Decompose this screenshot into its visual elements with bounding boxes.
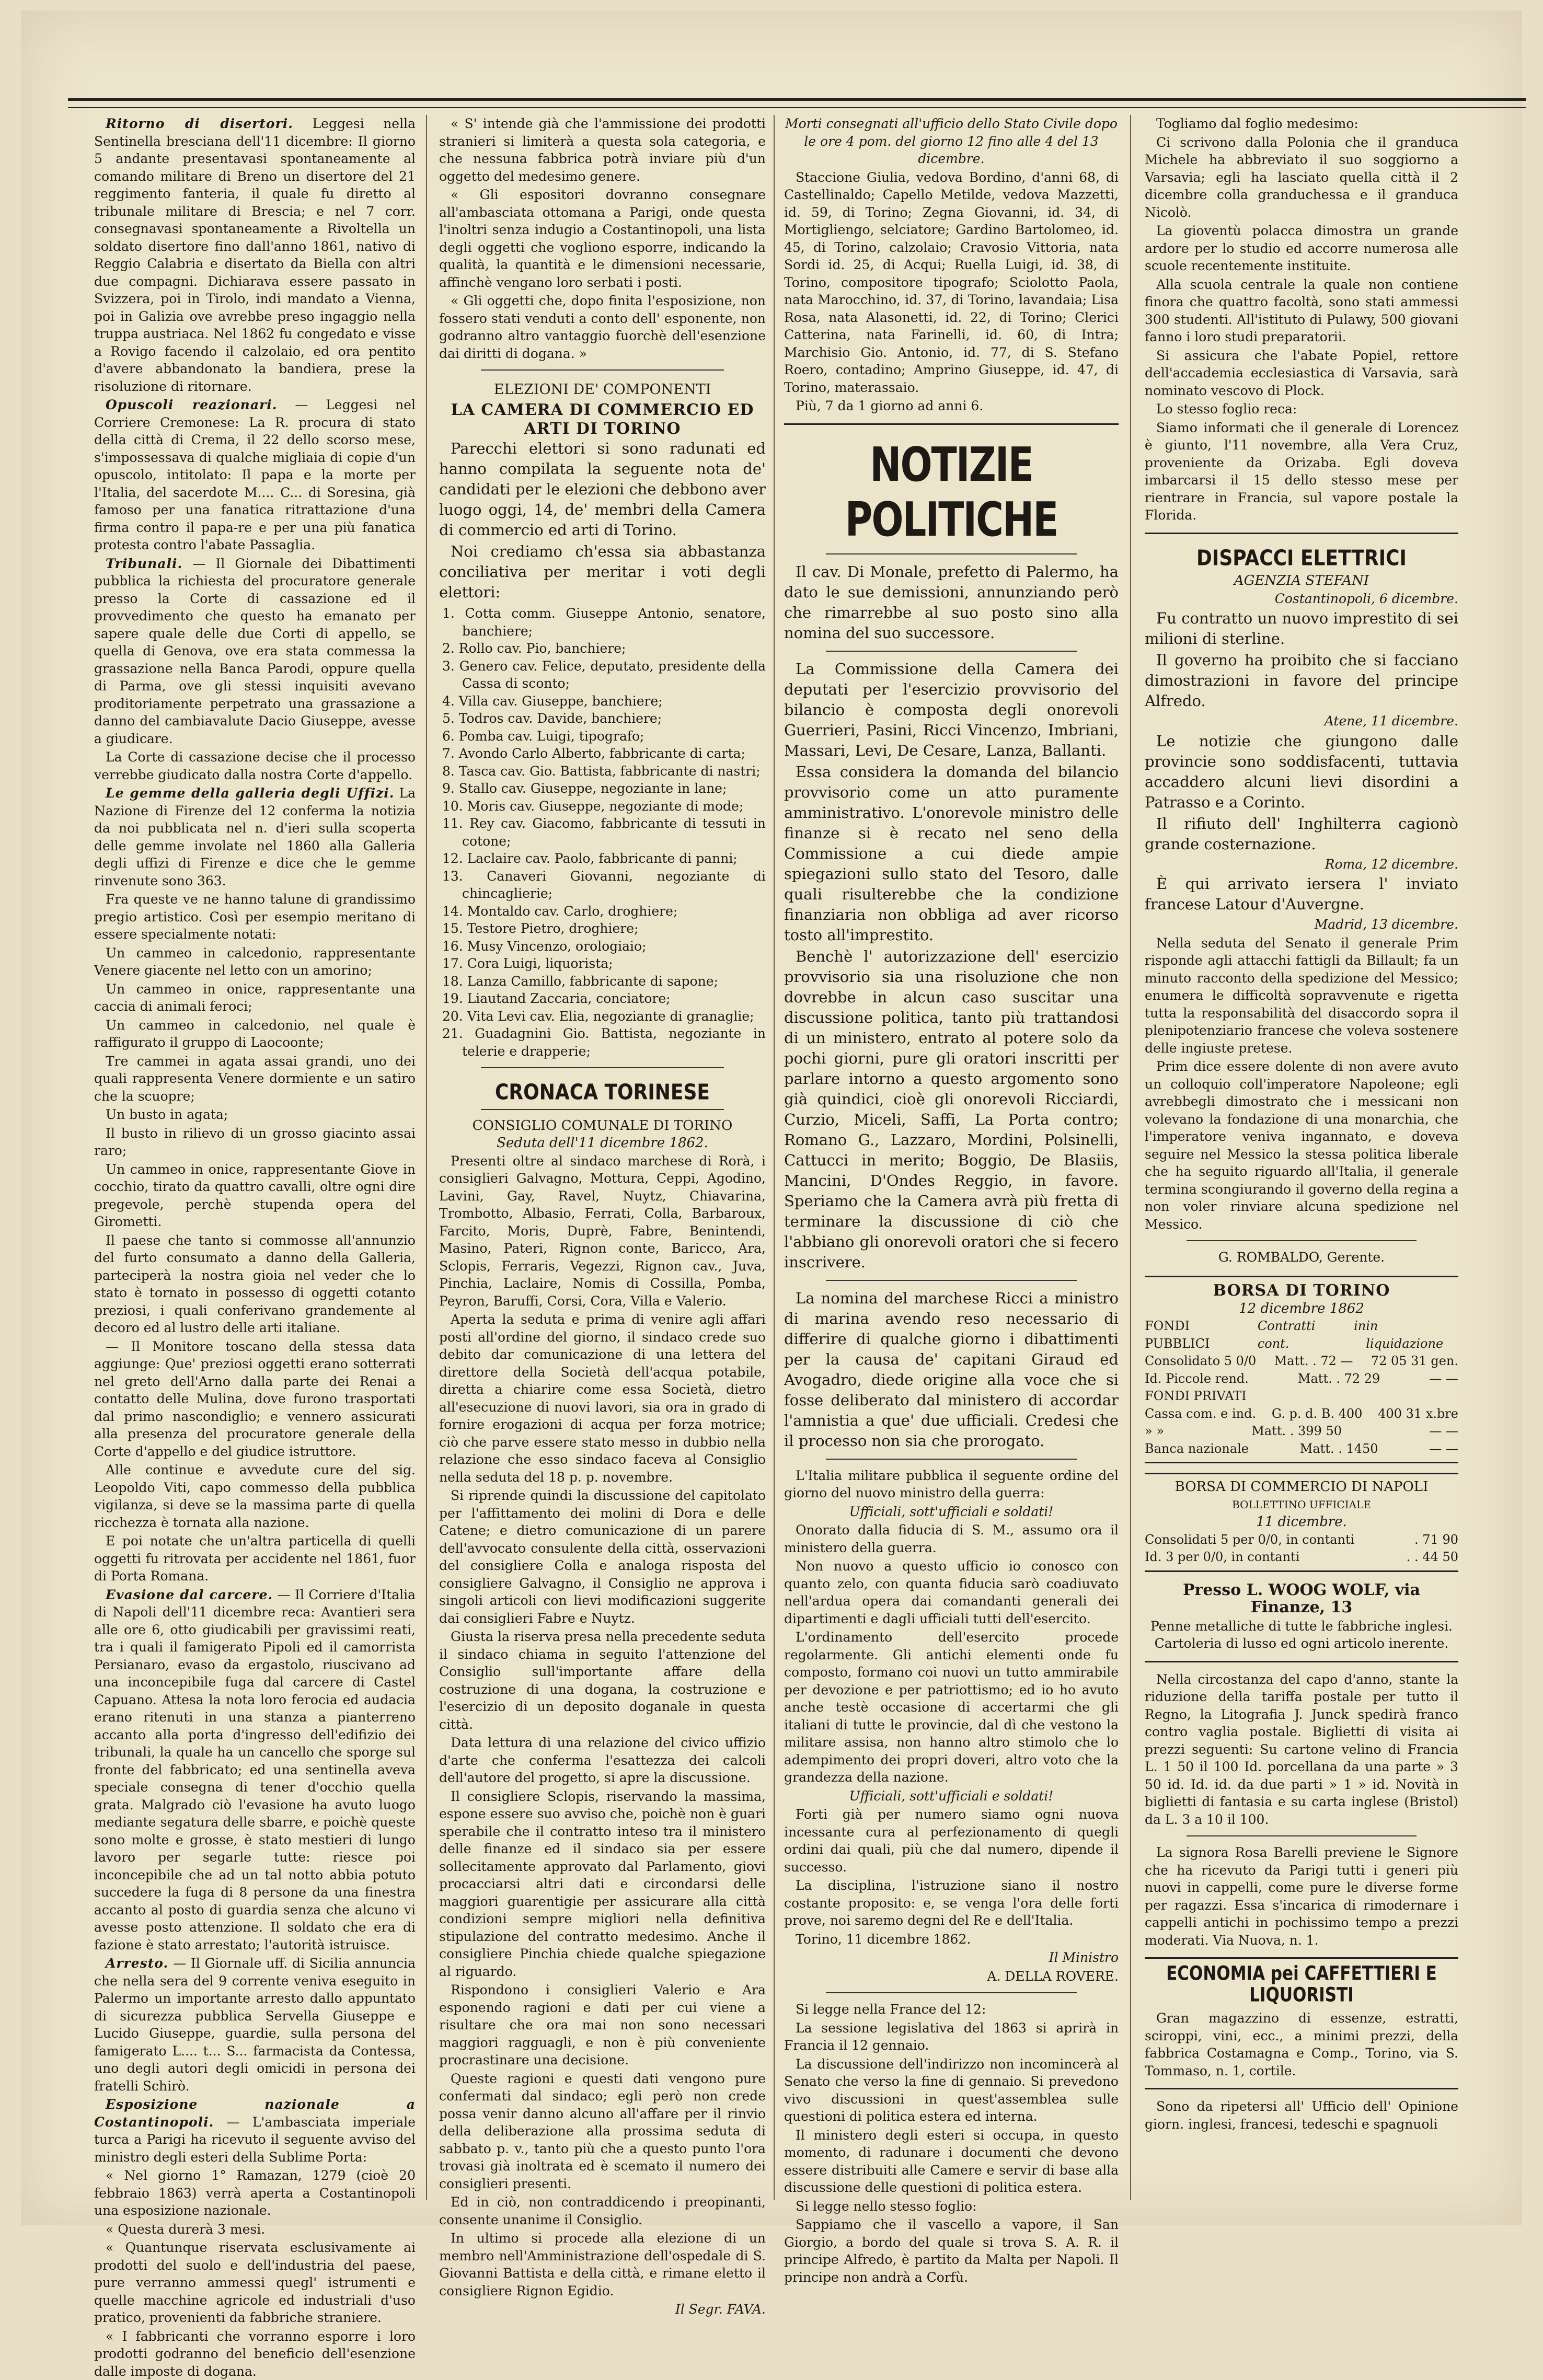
divider bbox=[481, 1109, 724, 1110]
ad-text: Nella circostanza del capo d'anno, stante la riduzione della tariffa postale per tutto il Regno, la Litografia J. Junck spedirà franco contro vaglia postale. Biglietti di visita ai prezzi seguenti: Su cartone velino di Francia L. 1 50 il 100 Id. porcellana da una parte » 3 50 id. Id. id. da due parti » 1 » id. Novità in biglietti di fantasia e su carta inglese (Bristol) da L. 3 a 10 il 100. bbox=[1145, 1671, 1458, 1829]
paragraph: La Corte di cassazione decise che il processo verrebbe giudicato dalla nostra Corte d'appello. bbox=[94, 748, 416, 783]
paragraph: Alla scuola centrale la quale non contiene finora che quattro facoltà, sono stati ammessi 300 studenti. All'istituto di Pulawy, 500 giovani fanno i loro studi preparatorii. bbox=[1145, 276, 1458, 346]
subheading: CONSIGLIO COMUNALE DI TORINO bbox=[439, 1117, 766, 1135]
section-heading: BORSA DI TORINO bbox=[1145, 1281, 1458, 1300]
list-item: 4. Villa cav. Giuseppe, banchiere; bbox=[439, 692, 766, 710]
ad-text: Gran magazzino di essenze, estratti, sciroppi, vini, ecc., a minimi prezzi, della fabbrica Costamagna e Comp., Torino, via S. Tommaso, n. 1, cortile. bbox=[1145, 2009, 1458, 2079]
article-arresto: Arresto. — Il Giornale uff. di Sicilia annuncia che nella sera del 9 corrente veniva eseguito in Palermo un importante arresto dallo appuntato di sicurezza pubblica Servella Giuseppe e Lucido Giuseppe, guardie, sulla persona del famigerato L.... t... S... farmacista da Contessa, uno degli autori degli omicidi in persona dei fratelli Schirò. bbox=[94, 1955, 416, 2095]
signature: Il Ministro bbox=[784, 1949, 1119, 1967]
list-item: 15. Testore Pietro, droghiere; bbox=[439, 920, 766, 938]
list-item: 9. Stallo cav. Giuseppe, negoziante in lane; bbox=[439, 780, 766, 798]
list-item: 3. Genero cav. Felice, deputato, presidente della Cassa di sconto; bbox=[439, 657, 766, 692]
column-4 bbox=[1145, 115, 1458, 2200]
paragraph: Fra queste ve ne hanno talune di grandissimo pregio artistico. Così per esempio meritano di essere specialmente notati: bbox=[94, 891, 416, 943]
section-heading: BORSA DI COMMERCIO DI NAPOLI bbox=[1145, 1478, 1458, 1496]
paragraph: Il ministero degli esteri si occupa, in questo momento, di radunare i documenti che devono essere distribuiti alle Camere e servir di base alla discussione delle questioni di politica estera. bbox=[784, 2127, 1119, 2197]
paragraph: L'ordinamento dell'esercito procede regolarmente. Gli antichi elementi onde fu composto, formano coi nuovi un tutto ammirabile per devozione e per patriottismo; ed io ho avuto anche testè occasione di accertarmi che gli italiani di tutte le provincie, dal dì che vestono la militare assisa, non hanno altro stimolo che lo adempimento dei propri doveri, altro voto che la grandezza della nazione. bbox=[784, 1628, 1119, 1786]
paragraph: Lo stesso foglio reca: bbox=[1145, 400, 1458, 418]
paragraph: Il cav. Di Monale, prefetto di Palermo, ha dato le sue demissioni, annunziando però che rimarrebbe al suo posto sino alla nomina del suo successore. bbox=[784, 562, 1119, 643]
article-tribunali: Tribunali. — Il Giornale dei Dibattimenti pubblica la richiesta del procuratore generale presso la Corte di cassazione ed il provvedimento che questo ha emanato per sapere quale delle due Corti di appello, se quella di Genova, ove era stata commessa la grassazione nella Banca Parodi, oppure quella di Parma, ove gli stessi inquisiti avevano proditoriamente perpetrato una grassazione a danno del cambiavalute Dacio Giuseppe, avesse a giudicare. bbox=[94, 555, 416, 748]
paragraph: La gioventù polacca dimostra un grande ardore per lo studio ed accorre numerosa alle scuole recentemente instituite. bbox=[1145, 222, 1458, 275]
paragraph: Forti già per numero siamo ogni nuova incessante cura al perfezionamento di quegli ordini dai quali, più che dal numero, dipende il successo. bbox=[784, 1806, 1119, 1876]
article-gemme: Le gemme della galleria degli Uffizi. La Nazione di Firenze del 12 conferma la notizia da noi pubblicata nel n. d'ieri sulla scoperta delle gemme involate nel 1860 alla Galleria degli uffizi di Firenze e dice che le gemme rinvenute sono 363. bbox=[94, 784, 416, 889]
paragraph: Si assicura che l'abate Popiel, rettore dell'accademia ecclesiastica di Varsavia, sarà nominato vescovo di Plock. bbox=[1145, 347, 1458, 400]
list-item: 17. Cora Luigi, liquorista; bbox=[439, 955, 766, 973]
paragraph: Onorato dalla fiducia di S. M., assumo ora il ministero della guerra. bbox=[784, 1521, 1119, 1556]
paragraph: La sessione legislativa del 1863 si aprirà in Francia il 12 gennaio. bbox=[784, 2019, 1119, 2054]
divider bbox=[1145, 1661, 1458, 1662]
article-esposizione: Esposizione nazionale a Costantinopoli. — L'ambasciata imperiale turca a Parigi ha ricevuto il seguente avviso del ministro degli esteri della Sublime Porta: bbox=[94, 2096, 416, 2166]
paragraph: Ed in ciò, non contraddicendo i preopinanti, consente unanime il Consiglio. bbox=[439, 2193, 766, 2228]
subheading: 12 dicembre 1862 bbox=[1145, 1300, 1458, 1318]
divider bbox=[481, 1067, 724, 1068]
paragraph: Si riprende quindi la discussione del capitolato per l'affittamento dei molini di Dora e delle Catene; e dietro comunicazione di un parere dell'avvocato consulente della città, osservazioni del consigliere Colla e analoga risposta del consigliere Galvagno, il Consiglio ne approva i singoli articoli con lievi modificazioni suggerite dai consiglieri Fabre e Nuytz. bbox=[439, 1487, 766, 1627]
paragraph: L'Italia militare pubblica il seguente ordine del giorno del nuovo ministro della guerra: bbox=[784, 1467, 1119, 1502]
paragraph: — Il Monitore toscano della stessa data aggiunge: Que' preziosi oggetti erano sotterrati nel greto dell'Arno dalla parte dei Renai a contatto delle Mulina, dove furono trasportati dal primo nascondiglio; e vennero assicurati alla presenza del procuratore generale della Corte d'appello e del giudice istruttore. bbox=[94, 1338, 416, 1461]
divider bbox=[1187, 1240, 1417, 1241]
candidate-list bbox=[439, 605, 766, 1060]
list-item: Un busto in agata; bbox=[94, 1106, 416, 1124]
list-item: Il busto in rilievo di un grosso giacinto assai raro; bbox=[94, 1125, 416, 1160]
ad-title: Presso L. WOOG WOLF, via Finanze, 13 bbox=[1145, 1581, 1458, 1616]
paragraph: Nella seduta del Senato il generale Prim risponde agli attacchi fattigli da Billault; fa un minuto racconto della spedizione del Messico; enumera le difficoltà sopravvenute e rigetta tutta la responsabilità del disaccordo sopra il plenipotenziario francese che voleva sostenere delle ingiuste pretese. bbox=[1145, 934, 1458, 1057]
paragraph: Staccione Giulia, vedova Bordino, d'anni 68, di Castellinaldo; Capello Metilde, vedova Mazzetti, id. 59, di Torino; Zegna Giovanni, id. 34, di Mortigliengo, selciatore; Gardino Bartolomeo, id. 45, di Torino, calzolaio; Cravosio Vittoria, nata Sordi id. 25, di Acqui; Ruella Luigi, id. 38, di Torino, compositore tipografo; Sciolotto Paola, nata Marocchino, id. 37, di Torino, lavandaia; Lisa Rosa, nata Alasonetti, id. 22, di Torino; Clerici Catterina, nata Farinelli, id. 60, di Intra; Marchisio Gio. Antonio, id. 77, di S. Stefano Roero, contadino; Amprino Giuseppe, id. 47, di Torino, materassaio. bbox=[784, 169, 1119, 397]
subheading: Seduta dell'11 dicembre 1862. bbox=[439, 1135, 766, 1152]
table-row: Consolidato 5 0/0 Matt. . 72 — 72 05 31 gen. bbox=[1145, 1353, 1458, 1370]
table-row: Id. Piccole rend. Matt. . 72 29 — — bbox=[1145, 1370, 1458, 1388]
section-heading: CRONACA TORINESE bbox=[439, 1082, 766, 1103]
paragraph: La discussione dell'indirizzo non incomincerà al Senato che verso la fine di gennaio. Si prevedono vivo discussioni in quest'assemblea sulle questioni di politica estera ed interna. bbox=[784, 2055, 1119, 2125]
list-item: Un cammeo in calcedonio, rappresentante Venere giacente nel letto con un amorino; bbox=[94, 944, 416, 979]
paragraph: Parecchi elettori si sono radunati ed hanno compilata la seguente nota de' candidati per le elezioni che debbono aver luogo oggi, 14, de' membri della Camera di commercio ed arti di Torino. bbox=[439, 438, 766, 540]
ad-text: Penne metalliche di tutte le fabbriche inglesi. Cartoleria di lusso ed ogni articolo inerente. bbox=[1145, 1618, 1458, 1653]
newspaper-page bbox=[21, 10, 1522, 2225]
paragraph: Le notizie che giungono dalle provincie sono soddisfacenti, tuttavia accaddero alcuni lievi disordini a Patrasso e a Corinto. bbox=[1145, 731, 1458, 813]
borsa-torino bbox=[1145, 1276, 1458, 1464]
column-divider bbox=[426, 115, 427, 2200]
paragraph: Il governo ha proibito che si facciano dimostrazioni in favore del principe Alfredo. bbox=[1145, 650, 1458, 711]
column-divider bbox=[774, 115, 775, 2200]
list-item: 13. Canaveri Giovanni, negoziante di chincaglierie; bbox=[439, 868, 766, 903]
paragraph: Prim dice essere dolente di non avere avuto un colloquio coll'imperatore Napoleone; egli avrebbegli dimostrato che i messicani non volevano la fondazione di una monarchia, che l'imperatore veniva ingannato, e doveva seguire nel Messico la stessa politica liberale che ha seguito riguardo all'Italia, il generale termina scongiurando il governo della regina a non voler rinviare alcuna spedizione nel Messico. bbox=[1145, 1058, 1458, 1233]
column-2 bbox=[439, 115, 766, 2200]
list-item: « I fabbricanti che vorranno esporre i loro prodotti godranno del beneficio dell'esenzione dalle imposte di dogana. bbox=[94, 2328, 416, 2380]
divider bbox=[826, 1992, 1077, 1993]
paragraph: Benchè l' autorizzazione dell' esercizio provvisorio sia una risoluzione che non dovrebbe in alcun caso suscitar una discussione politica, tanto più trattandosi di un ministero, entrato al potere solo da pochi giorni, pure gli oratori inscritti per parlare intorno a questo argomento sono già quindici, cioè gli onorevoli Ricciardi, Curzio, Miceli, Saffi, La Porta contro; Romano G., Lazzaro, Mordini, Polsinelli, Cattucci in merito; Boggio, De Blasiis, Mancini, D'Ondes Reggio, in favore. Speriamo che la Camera avrà più fretta di terminare la discussione di ciò che l'abbiano gli onorevoli oratori che si fecero inscrivere. bbox=[784, 946, 1119, 1273]
list-item: « Quantunque riservata esclusivamente ai prodotti del suolo e dell'industria del paese, pure verranno ammessi quegl' istrumenti e quelle macchine agricole ed industriali d'uso pratico, provenienti da fabbriche straniere. bbox=[94, 2239, 416, 2327]
signature: Il Segr. FAVA. bbox=[439, 2301, 766, 2318]
list-item: Tre cammei in agata assai grandi, uno dei quali rappresenta Venere dormiente e un satiro che la scuopre; bbox=[94, 1053, 416, 1105]
table-row: Cassa com. e ind. G. p. d. B. 400 400 31 x.bre bbox=[1145, 1405, 1458, 1423]
list-item: 11. Rey cav. Giacomo, fabbricante di tessuti in cotone; bbox=[439, 815, 766, 850]
table-row: Consolidati 5 per 0/0, in contanti . 71 90 bbox=[1145, 1531, 1458, 1549]
list-item: Un cammeo in onice, rappresentante una caccia di animali feroci; bbox=[94, 980, 416, 1015]
paragraph: La Commissione della Camera dei deputati per l'esercizio provvisorio del bilancio è composta degli onorevoli Guerrieri, Pasini, Ricci Vincenzo, Imbriani, Massari, Levi, De Cesare, Lanza, Ballanti. bbox=[784, 659, 1119, 761]
signature: A. DELLA ROVERE. bbox=[784, 1968, 1119, 1985]
paragraph: « Gli espositori dovranno consegnare all'ambasciata ottomana a Parigi, onde questa l'inoltri senza indugio a Costantinopoli, una lista degli oggetti che vogliono esporre, indicando la qualità, la quantità e le dimensioni necessarie, affinchè vengano loro serbati i posti. bbox=[439, 186, 766, 291]
divider bbox=[826, 1280, 1077, 1281]
paragraph: Più, 7 da 1 giorno ad anni 6. bbox=[784, 397, 1119, 415]
list-item: 2. Rollo cav. Pio, banchiere; bbox=[439, 640, 766, 657]
subheading: AGENZIA STEFANI bbox=[1145, 572, 1458, 590]
list-item: 14. Montaldo cav. Carlo, droghiere; bbox=[439, 903, 766, 920]
list-item: « Nel giorno 1° Ramazan, 1279 (cioè 20 febbraio 1863) verrà aperta a Costantinopoli una esposizione nazionale. bbox=[94, 2167, 416, 2220]
list-item: 5. Todros cav. Davide, banchiere; bbox=[439, 710, 766, 727]
list-item: 19. Liautand Zaccaria, conciatore; bbox=[439, 990, 766, 1008]
paragraph: Non nuovo a questo ufficio io conosco con quanto zelo, con quanta fiducia sarò coadiuvato nell'ardua opera dai comandanti generali dei dipartimenti e dagli ufficiali tutti dell'esercito. bbox=[784, 1557, 1119, 1627]
list-item: 1. Cotta comm. Giuseppe Antonio, senatore, banchiere; bbox=[439, 605, 766, 640]
list-item: Un cammeo in onice, rappresentante Giove in cocchio, tirato da quattro cavalli, oltre ogni dire pregevole, perchè stupenda opera del Girometti. bbox=[94, 1161, 416, 1231]
divider bbox=[1145, 1957, 1458, 1959]
paragraph: « Gli oggetti che, dopo finita l'esposizione, non fossero stati venduti a conto dell' esponente, non godranno altro vantaggio fuorchè dell'esenzione dai diritti di dogana. » bbox=[439, 292, 766, 362]
paragraph: Giusta la riserva presa nella precedente seduta il sindaco chiama in seguito l'attenzione del Consiglio sull'importante affare della costruzione di una dogana, la costruzione e l'esercizio di un deposito doganale in questa città. bbox=[439, 1628, 766, 1733]
article-evasione: Evasione dal carcere. — Il Corriere d'Italia di Napoli dell'11 dicembre reca: Avantieri sera alle ore 6, otto giudicabili per gravissimi reati, tra i quali il famigerato Pipoli ed il camorrista Persianaro, evaso da ergastolo, riuscivano ad una inconcepibile fuga dal carcere di Castel Capuano. Attesa la nota loro ferocia ed audacia erano ritenuti in una stanza a pianterreno accanto alla porta d'ingresso dell'edifizio dei tribunali, la quale ha un cancello che sporge sul fronte del fabbricato; ed una sentinella aveva speciale consegna di tener d'occhio quella grata. Malgrado ciò l'evasione ha avuto luogo mediante segatura delle sbarre, e poichè queste sono molte e grosse, è stato mestieri di lungo lavoro per segarle tutte: riesce poi inconcepibile che ad un tal notto abbia potuto succedere la fuga di 8 persone da una finestra accanto al posto di guardia senza che alcuno vi avesse posto attenzione. Il soldato che era di fazione è stato arrestato; l'autorità istruisce. bbox=[94, 1586, 416, 1954]
paragraph: La nomina del marchese Ricci a ministro di marina avendo reso necessario di differire di qualche giorno i dibattimenti per la causa de' capitani Giraud ed Avogadro, diede origine alla voce che si fosse deliberato dal ministero di accordar l'amnistia a que' due ufficiali. Credesi che il processo non sia che prorogato. bbox=[784, 1288, 1119, 1451]
paragraph: Il consigliere Sclopis, riservando la massima, espone essere suo avviso che, poichè non è guari sperabile che il contratto inteso tra il ministero delle finanze ed il sindaco sia per essere sollecitamente approvato dal Parlamento, giovi procacciarsi altri dati e circondarsi delle maggiori guarentigie per assicurare alla città condizioni sempre migliori nella definitiva stipulazione del contratto medesimo. Anche il consigliere Pinchia chiede qualche spiegazione al riguardo. bbox=[439, 1788, 766, 1981]
column-1 bbox=[94, 115, 416, 2200]
paragraph: Ci scrivono dalla Polonia che il granduca Michele ha abbreviato il suo soggiorno a Varsavia; egli ha lasciato quella città il 2 dicembre colla granduchessa e il granduca Nicolò. bbox=[1145, 134, 1458, 222]
paragraph: Ufficiali, sott'ufficiali e soldati! bbox=[784, 1503, 1119, 1521]
dateline: Atene, 11 dicembre. bbox=[1145, 712, 1458, 730]
paragraph: Data lettura di una relazione del civico uffizio d'arte che conferma l'esattezza dei calcoli dell'autore del progetto, si apre la discussione. bbox=[439, 1734, 766, 1787]
paragraph: « S' intende già che l'ammissione dei prodotti stranieri si limiterà a questa sola categoria, e che nessuna fabbrica potrà inviare più d'un oggetto del medesimo genere. bbox=[439, 115, 766, 185]
section-heading: Morti consegnati all'ufficio dello Stato Civile dopo le ore 4 pom. del giorno 12 fino alle 4 del 13 dicembre. bbox=[784, 115, 1119, 168]
section-heading: LA CAMERA DI COMMERCIO ED ARTI DI TORINO bbox=[439, 401, 766, 438]
paragraph: Fu contratto un nuovo imprestito di sei milioni di sterline. bbox=[1145, 608, 1458, 649]
list-item: 7. Avondo Carlo Alberto, fabbricante di carta; bbox=[439, 745, 766, 762]
dateline: Roma, 12 dicembre. bbox=[1145, 856, 1458, 873]
table-row: FONDI PRIVATI bbox=[1145, 1388, 1458, 1405]
list-item: 18. Lanza Camillo, fabbricante di sapone; bbox=[439, 973, 766, 990]
list-item: Un cammeo in calcedonio, nel quale è raffigurato il gruppo di Laocoonte; bbox=[94, 1016, 416, 1052]
divider bbox=[1187, 1835, 1417, 1836]
paragraph: Togliamo dal foglio medesimo: bbox=[1145, 115, 1458, 133]
divider bbox=[1145, 2088, 1458, 2089]
divider bbox=[1145, 533, 1458, 534]
list-item: 10. Moris cav. Giuseppe, negoziante di mode; bbox=[439, 798, 766, 815]
article-disertori: Ritorno di disertori. Leggesi nella Sentinella bresciana dell'11 dicembre: Il giorno 5 andante presentavasi spontaneamente al comando militare di Breno un disertore del 21 reggimento fanteria, il quale fu diretto al tribunale militare di Brescia; e nel 7 corr. consegnavasi spontaneamente a Rivoltella un soldato disertore fino dall'anno 1861, nativo di Reggio Calabria e disertato da Biella con altri due compagni. Dichiarava essere passato in Svizzera, poi in Tirolo, indi mandato a Vienna, poi in Galizia ove avrebbe preso ingaggio nella truppa austriaca. Nel 1862 fu congedato e visse a Rovigo facendo il calzolaio, ed ora pentito d'avere abbandonato la bandiera, prese la risoluzione di ritornare. bbox=[94, 115, 416, 395]
paragraph: La disciplina, l'istruzione siano il nostro costante proposito: e, se venga l'ora delle forti prove, noi saremo degni del Re e dell'Italia. bbox=[784, 1877, 1119, 1930]
list-item: 21. Guadagnini Gio. Battista, negoziante in telerie e drapperie; bbox=[439, 1025, 766, 1060]
paragraph: Alle continue e avvedute cure del sig. Leopoldo Viti, capo commesso della pubblica vigilanza, si deve se la massima parte di quella ricchezza è tornata alla nazione. bbox=[94, 1461, 416, 1531]
subheading: BOLLETTINO UFFICIALE bbox=[1145, 1496, 1458, 1514]
paragraph: Torino, 11 dicembre 1862. bbox=[784, 1931, 1119, 1948]
list-item: « Questa durerà 3 mesi. bbox=[94, 2221, 416, 2238]
paragraph: Il rifiuto dell' Inghilterra cagionò grande costernazione. bbox=[1145, 814, 1458, 854]
paragraph: Il paese che tanto si commosse all'annunzio del furto consumato a danno della Galleria, parteciperà la nostra gioia nel veder che lo stato è tornato in possesso di oggetti cotanto preziosi, i quali conferivano grandemente al decoro ed al lustro delle arti italiane. bbox=[94, 1232, 416, 1337]
paragraph: Essa considera la domanda del bilancio provvisorio come un atto puramente amministrativo. L'onorevole ministro delle finanze si è recato nel seno della Commissione a cui diede ampie spiegazioni sullo stato del Tesoro, dalle quali risulterebbe che la condizione finanziaria non obbliga ad aver ricorso tosto all'imprestito. bbox=[784, 762, 1119, 945]
paragraph: Queste ragioni e questi dati vengono pure confermati dal sindaco; egli però non crede possa venir danno alcuno all'affare per il rinvio della deliberazione alla prossima seduta di sabbato p. v., tanto più che a questo punto l'ora trovasi già inoltrata ed è scemato il numero dei consiglieri presenti. bbox=[439, 2070, 766, 2193]
gerente-line: G. ROMBALDO, Gerente. bbox=[1145, 1249, 1458, 1266]
table-row: » » Matt. . 399 50 — — bbox=[1145, 1423, 1458, 1440]
article-opuscoli: Opuscoli reazionari. — Leggesi nel Corriere Cremonese: La R. procura di stato della città di Crema, il 22 dello scorso mese, s'impossessava di qualche migliaia di copie d'un opuscolo, intitolato: Il papa e la morte per l'Italia, del sacerdote M.... C... di Soresina, già famoso per una fanatica ritrattazione d'una firma contro il papa-re e per una più fanatica protesta contro l'abate Passaglia. bbox=[94, 396, 416, 554]
subheading: 11 dicembre. bbox=[1145, 1514, 1458, 1531]
table-row: Id. 3 per 0/0, in contanti . . 44 50 bbox=[1145, 1549, 1458, 1566]
column-3 bbox=[784, 115, 1119, 2200]
list-item: 16. Musy Vincenzo, orologiaio; bbox=[439, 938, 766, 955]
ad-title: ECONOMIA pei CAFFETTIERI E LIQUORISTI bbox=[1145, 1963, 1458, 2005]
ad-text: Sono da ripetersi all' Ufficio dell' Opinione giorn. inglesi, francesi, tedeschi e spagnuoli bbox=[1145, 2098, 1458, 2133]
paragraph: Rispondono i consiglieri Valerio e Ara esponendo ragioni e dati per cui viene a risultare che ora mai non sono necessari maggiori ragguagli, e non è più conveniente procrastinare una decisione. bbox=[439, 1981, 766, 2069]
divider bbox=[784, 423, 1119, 425]
paragraph: In ultimo si procede alla elezione di un membro nell'Amministrazione dell'ospedale di S. Giovanni Battista e della città, e rimane eletto il consigliere Rignon Egidio. bbox=[439, 2229, 766, 2300]
section-heading: ELEZIONI DE' COMPONENTI bbox=[439, 381, 766, 399]
paragraph: Presenti oltre al sindaco marchese di Rorà, i consiglieri Galvagno, Mottura, Ceppi, Agodino, Lavini, Gay, Ravel, Nuytz, Chiavarina, Trombotto, Albasio, Ferrati, Colla, Barbaroux, Farcito, Moris, Duprè, Fabre, Benintendi, Masino, Pateri, Rignon conte, Baricco, Ara, Sclopis, Ferraris, Vegezzi, Rignon cav., Juva, Pinchia, Laclaire, Nomis di Cossilla, Pomba, Peyron, Baruffi, Corsi, Cora, Villa e Valerio. bbox=[439, 1152, 766, 1310]
section-heading: DISPACCI ELETTRICI bbox=[1145, 548, 1458, 569]
paragraph: Aperta la seduta e prima di venire agli affari posti all'ordine del giorno, il sindaco crede suo debito dar comunicazione di una lettera del direttore della Società dell'acqua potabile, diretta a chiarire come essa Società, dietro all'esecuzione di nuovi lavori, sia ora in grado di fornire erogazioni di acqua per forza motrice; ciò che parve essere stato messo in dubbio nella relazione che esso sindaco faceva al Consiglio nella seduta del 18 p. p. novembre. bbox=[439, 1311, 766, 1486]
list-item: 12. Laclaire cav. Paolo, fabbricante di panni; bbox=[439, 850, 766, 868]
list-item: 20. Vita Levi cav. Elia, negoziante di granaglie; bbox=[439, 1008, 766, 1025]
divider bbox=[826, 1459, 1077, 1460]
borsa-napoli bbox=[1145, 1473, 1458, 1572]
ad-text: La signora Rosa Barelli previene le Signore che ha ricevuto da Parigi tutti i generi più nuovi in cappelli, come pure le diverse forme per ragazzi. Essa s'incarica di rimodernare i cappelli antichi in pochissimo tempo a prezzi moderati. Via Nuova, n. 1. bbox=[1145, 1844, 1458, 1949]
paragraph: Ufficiali, sott'ufficiali e soldati! bbox=[784, 1787, 1119, 1805]
top-rule bbox=[68, 98, 1526, 108]
column-divider bbox=[1130, 115, 1131, 2200]
paragraph: Sappiamo che il vascello a vapore, il San Giorgio, a bordo del quale si trova S. A. R. il principe Alfredo, è partito da Malta per Napoli. Il principe non andrà a Corfù. bbox=[784, 2216, 1119, 2286]
list-item: 6. Pomba cav. Luigi, tipografo; bbox=[439, 727, 766, 745]
paragraph: Si legge nella France del 12: bbox=[784, 2001, 1119, 2018]
dateline: Madrid, 13 dicembre. bbox=[1145, 916, 1458, 933]
divider bbox=[826, 553, 1077, 554]
table-row: FONDI PUBBLICI Contratti in cont. in liquidazione bbox=[1145, 1318, 1458, 1353]
dateline: Costantinopoli, 6 dicembre. bbox=[1145, 590, 1458, 608]
paragraph: E poi notate che un'altra particella di quelli oggetti fu ritrovata per accidente nel 1861, fuor di Porta Romana. bbox=[94, 1532, 416, 1585]
paragraph: È qui arrivato iersera l' inviato francese Latour d'Auvergne. bbox=[1145, 874, 1458, 915]
paragraph: Noi crediamo ch'essa sia abbastanza conciliativa per meritar i voti degli elettori: bbox=[439, 541, 766, 603]
divider bbox=[826, 651, 1077, 652]
divider bbox=[481, 369, 724, 371]
paragraph: Siamo informati che il generale di Lorencez è giunto, l'11 novembre, alla Vera Cruz, proveniente da Orizaba. Egli doveva imbarcarsi il 15 dello stesso mese per rientrare in Francia, sul vapore postale la Florida. bbox=[1145, 419, 1458, 524]
table-row: Banca nazionale Matt. . 1450 — — bbox=[1145, 1440, 1458, 1458]
list-item: 8. Tasca cav. Gio. Battista, fabbricante di nastri; bbox=[439, 762, 766, 780]
section-heading: NOTIZIE POLITICHE bbox=[784, 437, 1119, 547]
paragraph: Si legge nello stesso foglio: bbox=[784, 2198, 1119, 2215]
